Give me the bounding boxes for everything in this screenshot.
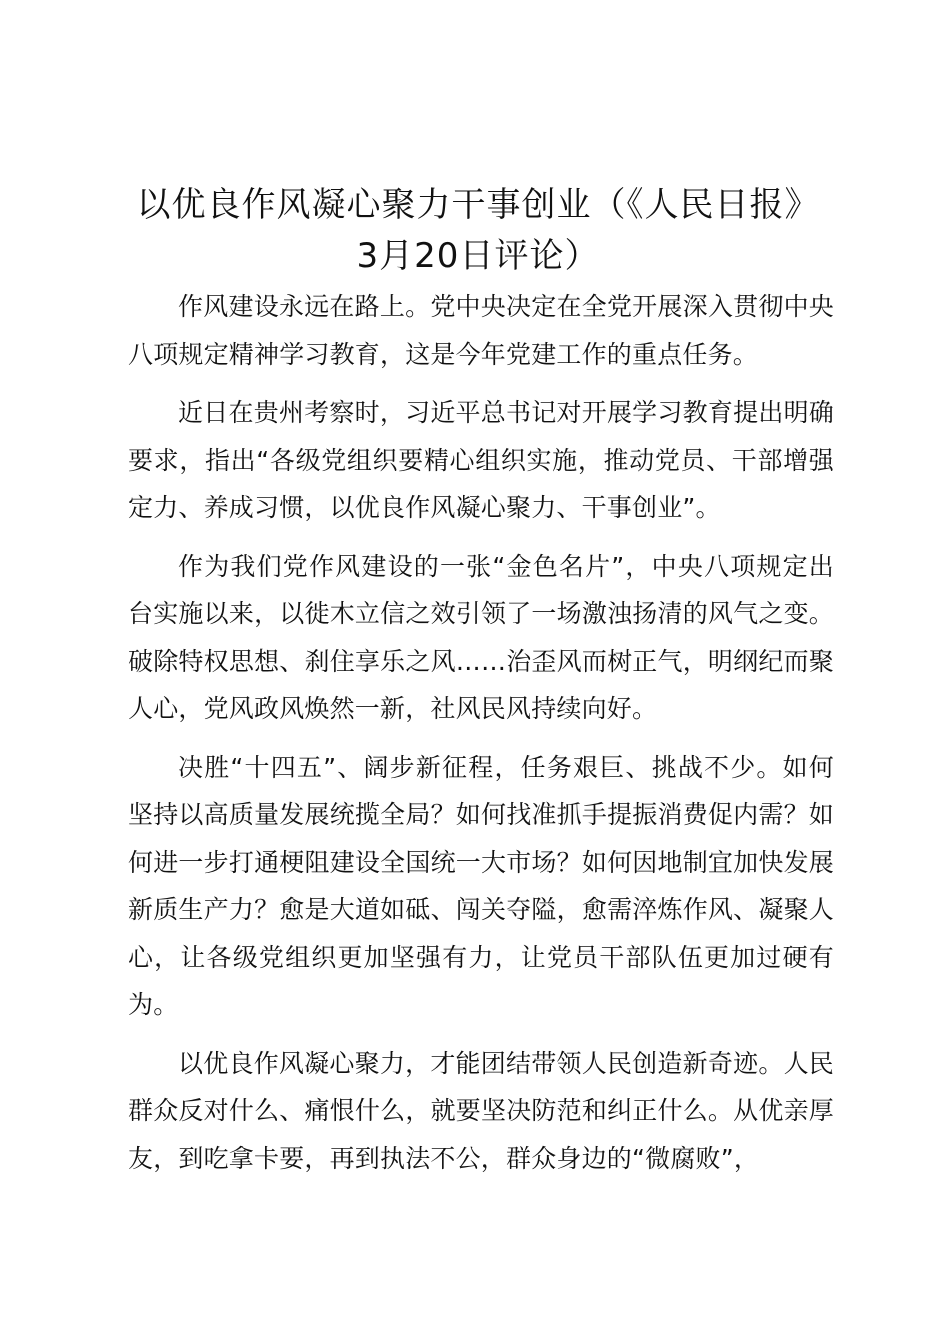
paragraph-5: 以优良作风凝心聚力，才能团结带领人民创造新奇迹。人民群众反对什么、痛恨什么，就要坚决防范和纠正什么。从优亲厚友，到吃拿卡要，再到执法不公，群众身边的“微腐败”， xyxy=(128,1048,834,1173)
paragraph-1: 作风建设永远在路上。党中央决定在全党开展深入贯彻中央八项规定精神学习教育，这是今年党建工作的重点任务。 xyxy=(128,292,834,369)
article-body xyxy=(128,283,834,1193)
paragraph-3: 作为我们党作风建设的一张“金色名片”，中央八项规定出台实施以来，以徙木立信之效引领了一场激浊扬清的风气之变。破除特权思想、刹住享乐之风……治歪风而树正气，明纲纪而聚人心，党风政风焕然一新，社风民风持续向好。 xyxy=(128,551,834,723)
paragraph-2: 近日在贵州考察时，习近平总书记对开展学习教育提出明确要求，指出“各级党组织要精心组织实施，推动党员、干部增强定力、养成习惯，以优良作风凝心聚力、干事创业”。 xyxy=(128,398,834,522)
article-title: 以优良作风凝心聚力干事创业（《人民日报》3月20日评论） xyxy=(136,185,820,276)
paragraph-4: 决胜“十四五”、阔步新征程，任务艰巨、挑战不少。如何坚持以高质量发展统揽全局？如何找准抓手提振消费促内需？如何进一步打通梗阻建设全国统一大市场？如何因地制宜加快发展新质生产力？愈是大道如砥、闯关夺隘，愈需淬炼作风、凝聚人心，让各级党组织更加坚强有力，让党员干部队伍更加过硬有为。 xyxy=(128,752,834,1019)
